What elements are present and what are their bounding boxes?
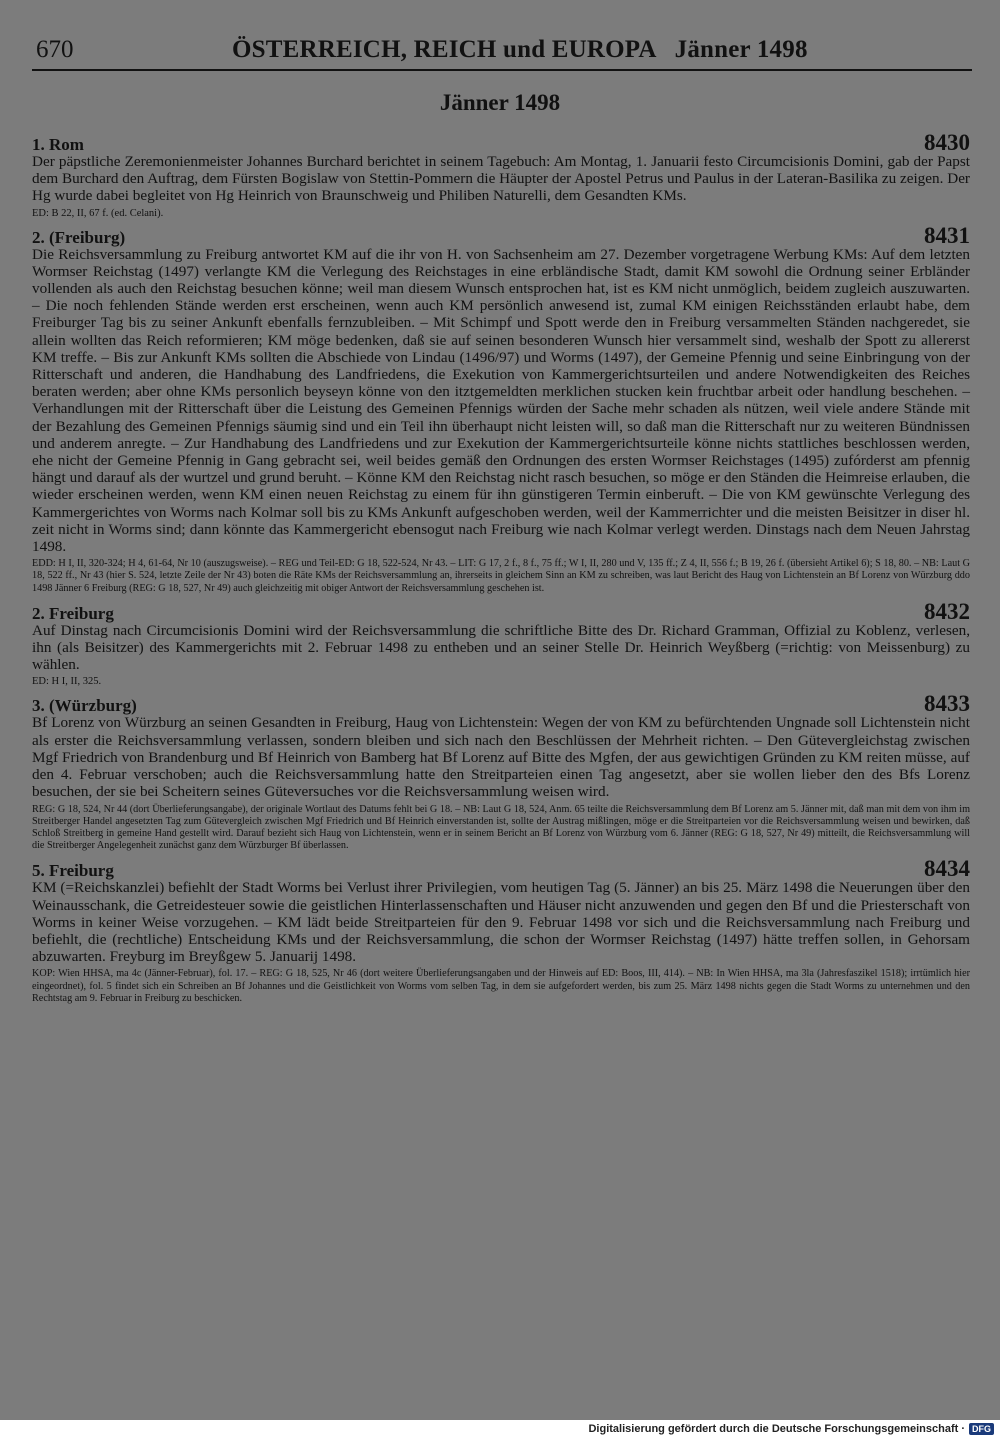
entry-source: ED: H I, II, 325. — [32, 676, 102, 688]
running-title: ÖSTERREICH, REICH und EUROPA Jänner 1498 — [232, 36, 808, 63]
entry-text: Der päpstliche Zeremonienmeister Johannes Burchard berichtet in seinem Tagebuch: Am Montag, 1. Januarii festo Circumcisionis Domini, gab der Papst dem Burchard den Auftrag, dem Fürsten Bogislaw von Stettin-Pommern die Häupter der Apostel Petrus und Paulus in der Lateran-Basilika zu zeigen. Der Hg wurde dabei begleitet von Hg Heinrich von Braunschweig und Philiben Naturelli, dem Gesandten KMs. — [32, 153, 970, 205]
entry-number: 8430 — [924, 130, 970, 155]
entry-number: 8432 — [924, 598, 970, 624]
entry-header — [32, 130, 970, 153]
regest-entry — [32, 599, 970, 688]
entry-text: Bf Lorenz von Würzburg an seinen Gesandten in Freiburg, Haug von Lichtenstein: Wegen der von KM zu befürchtenden Ungnade soll Lichtenstein nicht als erster die Reichsversammlung verlassen, sondern bleiben und sich nach den Beschlüssen der Mehrheit richten. – Den Gütevergleichstag zwischen Mgf Friedrich von Brandenburg und Bf Heinrich von Bamberg hat Bf Lorenz auf Bitte des Mgfen, der aus gewichtigen Gründen zu KM reiten müsse, auf den 4. Februar verschoben; auch die Reichsversammlung hatte den Streitparteien einen Tag angesetzt, aber sie wollen lieber den des Bfs Lorenz besuchen, der sie bei Scheitern seines Güteversuches vor die Reichsversammlung weisen wird. — [32, 714, 970, 801]
regest-entry — [32, 223, 970, 595]
entry-date-place: 2. (Freiburg) — [32, 227, 126, 247]
entry-header — [32, 856, 970, 882]
entry-notes: REG: G 18, 524, Nr 44 (dort Überlieferungsangabe), der originale Wortlaut des Datums fehlt bei G 18. – NB: Laut G 18, 524, Anm. 65 teilte die Reichsversammlung dem Bf Lorenz am 5. Jänner mit, daß man mit dem von ihm im Streitberger Handel angesetzten Tag zum Gütevergleich zwischen Mgf Friedrich und Bf Heinrich einverstanden ist, sollte der Austrag mißlingen, möge er die Streitparteien vor die Reichsversammlung weisen und bewirken, daß Schloß Streitberg in gemeine Hand gestellt wird. Darauf bezieht sich Haug von Lichtenstein, wenn er in seinem Bericht an Bf Lorenz von Würzburg vom 6. Jänner (REG: G 18, 527, Nr 49) mitteilt, die Reichsversammlung will die Streitberger Angelegenheit zunächst ganz dem Würzburger Bf überlassen. — [32, 803, 970, 852]
entry-text: Die Reichsversammlung zu Freiburg antwortet KM auf die ihr von H. von Sachsenheim am 27. Dezember vorgetragene Werbung KMs: Auf dem letzten Wormser Reichstag (1497) verlangte KM die Verlegung des Reichstages in eine erbländische Stadt, damit KM sowohl die Ordnung seiner Erbländer vollenden als auch den Reichstag besuchen könne; weil man diesem Wunsch entsprochen hat, ist es KM nicht unmöglich, beidem zugleich auszuwarten. – Die noch fehlenden Stände werden erst erscheinen, wenn auch KM persönlich anwesend ist, zumal KM einigen Reichsständen erlaubt habe, dem Freiburger Tag bis zu seiner Ankunft ebenfalls fernzubleiben. – Mit Schimpf und Spott werde den in Freiburg versammelten Ständen nachgeredet, sie allein wollten das Reich reformieren; KM möge bedenken, daß sie auf seinen besonderen Wunsch hier versammelt sind, weshalb der Spott zu allererst KM treffe. – Bis zur Ankunft KMs sollten die Abschiede von Lindau (1496/97) und Worms (1497), der Gemeine Pfennig und seine Einbringung von der Ritterschaft und anderen, die Handhabung des Landfriedens, die Exekution von Kammergerichtsurteilen und andere Notwendigkeiten des Reiches beraten werden; aber ohne KMs personlich beyseyn könne von den itztgemeldten merklichen stucken kein fruchtbar arbeit oder handlung beschehen. – Verhandlungen mit der Ritterschaft über die Leistung des Gemeinen Pfennigs würden der Sache mehr schaden als nützen, weil viele andere Stände mit der Bezahlung des Gemeinen Pfennigs säumig sind und ein Teil ihn überhaupt nicht leisten will, so daß man die Ritterschaft nur zu weiteren Bündnissen und anderem anregte. – Zur Handhabung des Landfriedens und zur Exekution der Kammergerichtsurteile könne nichts stattliches beschlossen werden, ehe nicht der Gemeine Pfennig in Gang gebracht sei, weil beides gemäß den Ordnungen des ersten Wormser Reichstages (1495) zufórderst am pfennig hängt und darauf als der wurtzel und grund beruht. – Könne KM den Reichstag nicht rasch besuchen, so möge er den Ständen die Heimreise erlauben, die wieder erscheinen werden, wenn KM einen neuen Reichstag zu einem für ihn günstigeren Termin einberuft. – Die von KM gewünschte Verlegung des Kammergerichtes von Worms nach Kolmar soll bis zu KMs Ankunft aufgeschoben werden, weil der Kammerrichter und die meisten Beisitzer in diser hl. zeit nicht in Worms sind; dann könnte das Kammergericht ebensogut nach Freiburg wie nach Kolmar verlegt werden. Dinstags nach dem Neuen Jahrstag 1498. — [32, 245, 970, 556]
entry-text: Auf Dinstag nach Circumcisionis Domini wird der Reichsversammlung die schriftliche Bitte des Dr. Richard Gramman, Offizial zu Koblenz, verlesen, ihn (als Beisitzer) des Kammergerichts mit 2. Februar 1498 zu entheben und an seiner Stelle Dr. Heinrich Weyßberg (=richtig: von Meissenburg) zu wählen. — [32, 621, 970, 674]
entry-source: ED: B 22, II, 67 f. (ed. Celani). — [32, 207, 164, 219]
page-header — [32, 36, 972, 70]
funding-text: Digitalisierung gefördert durch die Deutsche Forschungsgemeinschaft · — [588, 1423, 965, 1435]
dfg-logo: DFG — [969, 1423, 994, 1435]
regesta-list — [32, 130, 970, 1009]
entry-number: 8433 — [924, 691, 970, 717]
month-title: Jänner 1498 — [439, 90, 561, 115]
entry-date-place: 1. Rom — [32, 135, 84, 154]
regest-entry — [32, 130, 970, 219]
regest-entry — [32, 691, 970, 852]
entry-header — [32, 691, 970, 717]
entry-date-place: 2. Freiburg — [32, 603, 114, 623]
entry-number: 8431 — [924, 222, 970, 248]
entry-header — [32, 599, 970, 622]
entry-date-place: 5. Freiburg — [32, 861, 114, 881]
regest-entry — [32, 856, 970, 1005]
funding-footer — [588, 1423, 994, 1435]
entry-notes: EDD: H I, II, 320-324; H 4, 61-64, Nr 10 (auszugsweise). – REG und Teil-ED: G 18, 522-524, Nr 43. – LIT: G 17, 2 f., 8 f., 75 ff.; W I, II, 280 und V, 135 ff.; Z 4, II, 556 f.; B 19, 26 f. (übersieht Artikel 6); S 18, 80. – NB: Laut G 18, 522 ff., Nr 43 (hier S. 524, letzte Zeile der Nr 43) boten die Räte KMs der Reichsversammlung an, ihrerseits in gleichem Sinn an KM zu schreiben, was laut Bericht des Haug von Lichtenstein an Bf Lorenz von Würzburg ddo 1498 Jänner 6 Freiburg (REG: G 18, 527, Nr 49) auch gleichzeitig mit obiger Antwort der Reichsversammlung geschehen ist. — [32, 558, 970, 594]
page-number: 670 — [36, 36, 74, 63]
entry-date-place: 3. (Würzburg) — [32, 696, 137, 716]
entry-text: KM (=Reichskanzlei) befiehlt der Stadt Worms bei Verlust ihrer Privilegien, vom heutigen Tag (5. Jänner) an bis 25. März 1498 die Neuerungen über den Weinausschank, die Getreidesteuer sowie die geistlichen Hinterlassenschaften und Häuser nicht anzuwenden und gegen den Bf und die Priesterschaft von Worms in keiner Weise vorzugehen. – KM lädt beide Streitparteien für den 9. Februar 1498 vor sich und die Reichsversammlung nach Freiburg und befiehlt, die (rechtliche) Entscheidung KMs und der Reichsversammlung, die schon der Wormser Reichstag (1497) hätte treffen sollen, in Gehorsam abzuwarten. Freyburg im Breyßgew 5. Januarij 1498. — [32, 879, 970, 966]
header-rule — [32, 69, 972, 71]
entry-number: 8434 — [924, 856, 970, 882]
entry-notes: KOP: Wien HHSA, ma 4c (Jänner-Februar), fol. 17. – REG: G 18, 525, Nr 46 (dort weitere Überlieferungsangaben und der Hinweis auf ED: Boos, III, 414). – NB: In Wien HHSA, ma 3la (Jahresfaszikel 1518); irrtümlich hier eingeordnet), fol. 5 findet sich ein Schreiben an Bf Johannes und die Geistlichkeit von Worms vom selben Tag, in dem sie aufgefordert werden, bis zum 25. März 1498 nichts gegen die Stadt Worms zu unternehmen und den Rechtstag am 9. Februar in Freiburg zu beschicken. — [32, 968, 970, 1004]
entry-header — [32, 223, 970, 246]
